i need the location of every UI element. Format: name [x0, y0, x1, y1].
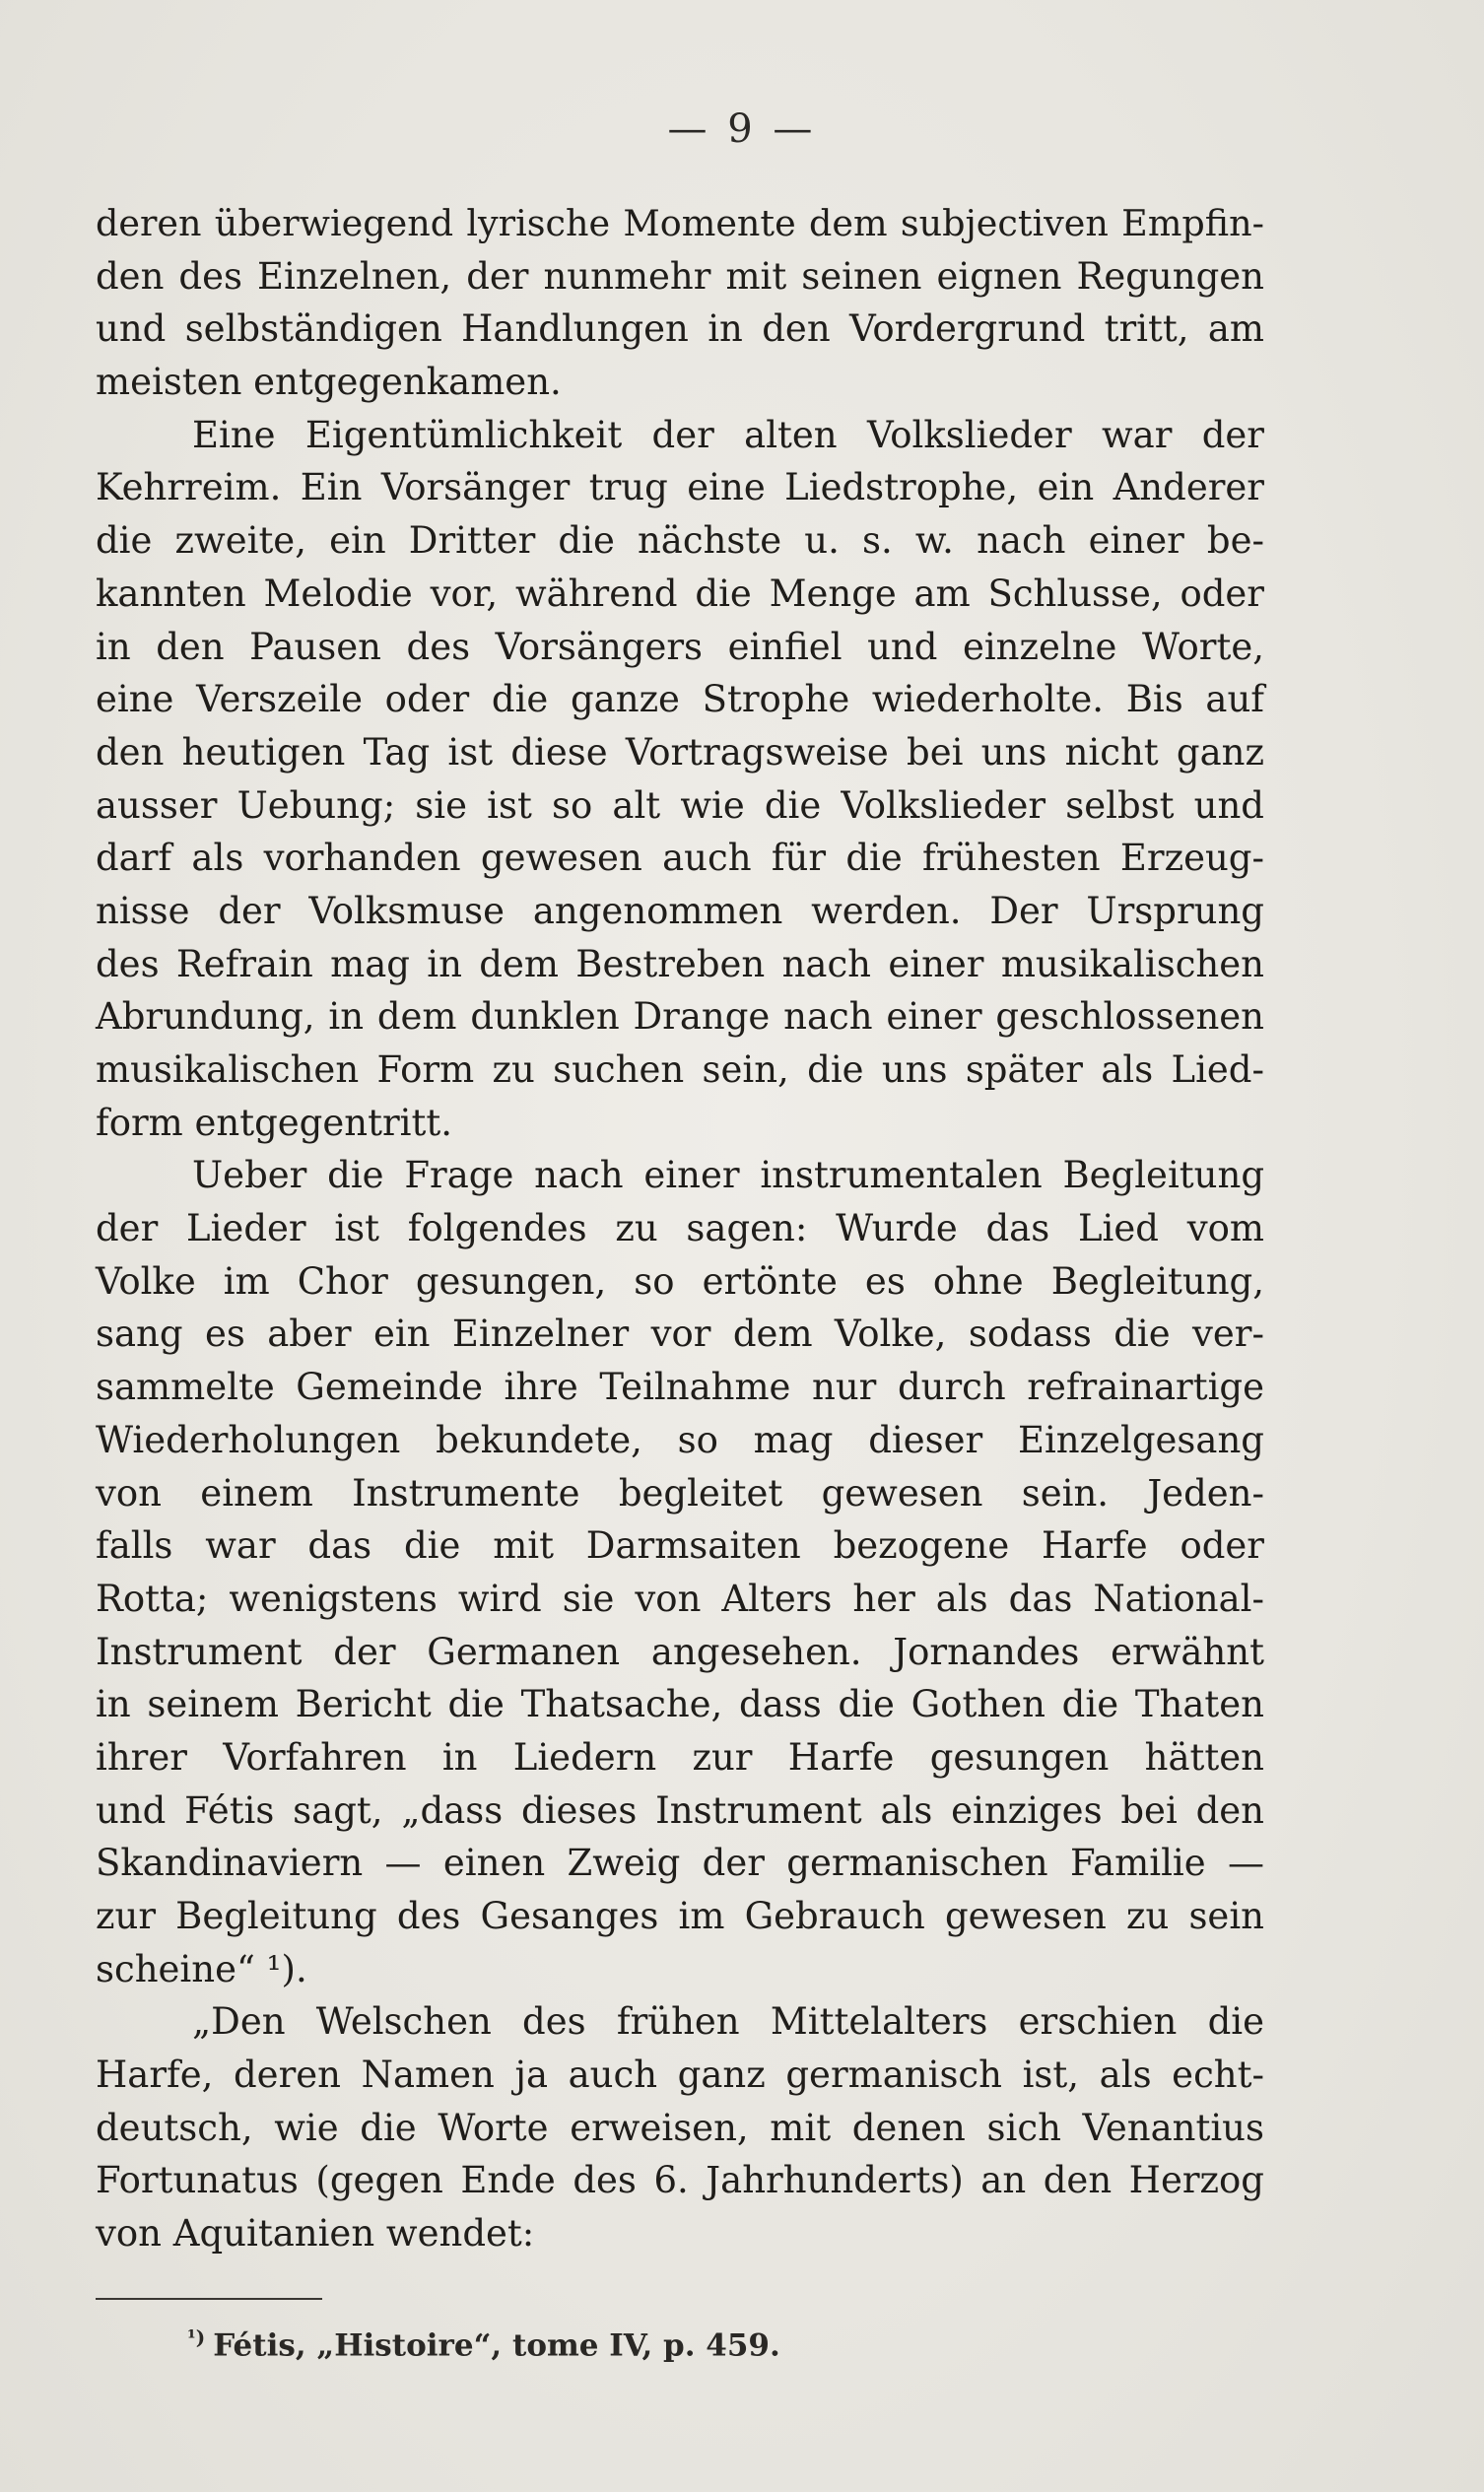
text-line: in seinem Bericht die Thatsache, dass die Gothen die Thaten	[96, 1683, 1264, 1726]
text-line: sammelte Gemeinde ihre Teilnahme nur durch refrainartige	[96, 1366, 1264, 1409]
text-line: Skandinaviern — einen Zweig der germanischen Familie —	[96, 1842, 1264, 1885]
text-line: von einem Instrumente begleitet gewesen sein. Jeden-	[96, 1471, 1264, 1515]
body-text	[96, 197, 1264, 2260]
text-line: Abrundung, in dem dunklen Drange nach einer geschlossenen	[96, 995, 1264, 1039]
text-line: Wiederholungen bekundete, so mag dieser Einzelgesang	[96, 1418, 1264, 1461]
text-line: falls war das die mit Darmsaiten bezogene Harfe oder	[96, 1524, 1264, 1568]
text-line: meisten entgegenkamen.	[96, 361, 562, 404]
text-line: Kehrreim. Ein Vorsänger trug eine Liedstrophe, ein Anderer	[96, 466, 1264, 509]
text-line: die zweite, ein Dritter die nächste u. s. w. nach einer be-	[96, 519, 1264, 563]
text-line: form entgegentritt.	[96, 1101, 452, 1144]
footnote	[187, 2316, 780, 2367]
text-line: Rotta; wenigstens wird sie von Alters her als das National-	[96, 1577, 1264, 1620]
text-line: „Den Welschen des frühen Mittelalters erschien die	[192, 2000, 1264, 2044]
text-line: nisse der Volksmuse angenommen werden. Der Ursprung	[96, 889, 1264, 932]
text-line: in den Pausen des Vorsängers einfiel und einzelne Worte,	[96, 625, 1264, 668]
text-line: und Fétis sagt, „dass dieses Instrument als einziges bei den	[96, 1788, 1264, 1832]
text-line: ihrer Vorfahren in Liedern zur Harfe gesungen hätten	[96, 1735, 1264, 1779]
footnote-marker: ¹)	[187, 2325, 206, 2349]
text-line: Eine Eigentümlichkeit der alten Volkslieder war der	[192, 413, 1264, 456]
text-line: den heutigen Tag ist diese Vortragsweise bei uns nicht ganz	[96, 730, 1264, 774]
text-line: ausser Uebung; sie ist so alt wie die Volkslieder selbst und	[96, 783, 1264, 827]
text-line: deutsch, wie die Worte erweisen, mit denen sich Venantius	[96, 2106, 1264, 2149]
text-line: den des Einzelnen, der nunmehr mit seinen eignen Regungen	[96, 254, 1264, 298]
text-line: und selbständigen Handlungen in den Vordergrund tritt, am	[96, 307, 1264, 351]
footnote-divider	[96, 2298, 322, 2300]
text-line: musikalischen Form zu suchen sein, die uns später als Lied-	[96, 1048, 1264, 1091]
footnote-text: Fétis, „Histoire“, tome IV, p. 459.	[213, 2327, 780, 2364]
text-line: Instrument der Germanen angesehen. Jornandes erwähnt	[96, 1630, 1264, 1673]
text-line: der Lieder ist folgendes zu sagen: Wurde das Lied vom	[96, 1207, 1264, 1250]
text-line: eine Verszeile oder die ganze Strophe wiederholte. Bis auf	[96, 678, 1264, 721]
text-line: Ueber die Frage nach einer instrumentalen Begleitung	[192, 1154, 1264, 1197]
text-line: sang es aber ein Einzelner vor dem Volke, sodass die ver-	[96, 1313, 1264, 1356]
text-line: Harfe, deren Namen ja auch ganz germanisch ist, als echt-	[96, 2054, 1264, 2097]
text-line: des Refrain mag in dem Bestreben nach einer musikalischen	[96, 942, 1264, 985]
text-line: scheine“ ¹).	[96, 1947, 307, 1990]
text-line: von Aquitanien wendet:	[96, 2212, 535, 2256]
text-line: kannten Melodie vor, während die Menge am Schlusse, oder	[96, 572, 1264, 615]
text-line: darf als vorhanden gewesen auch für die frühesten Erzeug-	[96, 837, 1264, 880]
text-line: Volke im Chor gesungen, so ertönte es ohne Begleitung,	[96, 1259, 1264, 1303]
page-number: — 9 —	[667, 106, 817, 152]
text-line: zur Begleitung des Gesanges im Gebrauch gewesen zu sein	[96, 1895, 1264, 1937]
text-line: deren überwiegend lyrische Momente dem subjectiven Empfin-	[96, 202, 1264, 244]
text-line: Fortunatus (gegen Ende des 6. Jahrhunderts) an den Herzog	[96, 2159, 1264, 2202]
